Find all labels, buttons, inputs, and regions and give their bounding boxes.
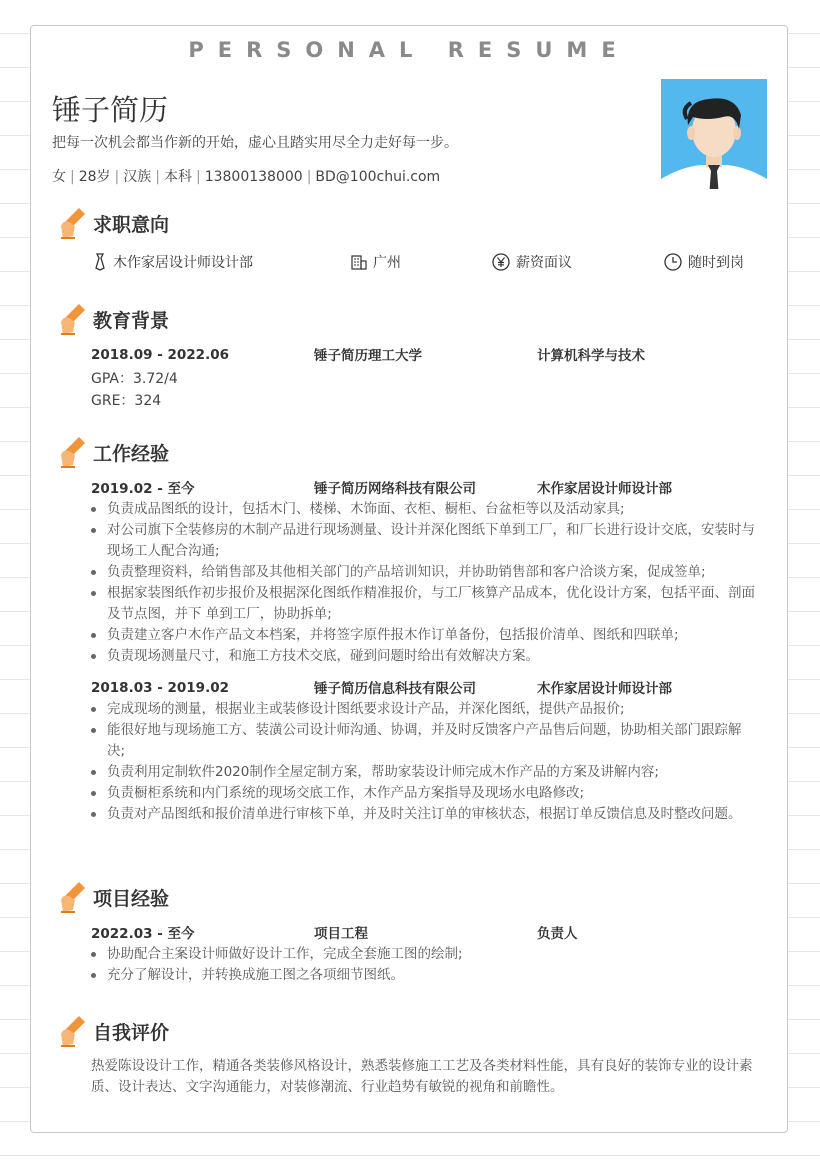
motto: 把每一次机会都当作新的开始，虚心且踏实用尽全力走好每一步。 — [52, 135, 458, 151]
project-role: 负责人 — [537, 926, 578, 942]
list-item: 负责现场测量尺寸，和施工方技术交底，碰到问题时给出有效解决方案。 — [87, 646, 757, 667]
job-1-role: 木作家居设计师设计部 — [537, 481, 672, 497]
job-2-period: 2018.03 - 2019.02 — [91, 680, 229, 696]
work-title: 工作经验 — [93, 443, 170, 465]
list-item: 协助配合主案设计师做好设计工作，完成全套施工图的绘制; — [87, 944, 757, 965]
list-item: 负责橱柜系统和内门系统的现场交底工作，木作产品方案指导及现场水电路修改; — [87, 783, 757, 804]
job-1-period: 2019.02 - 至今 — [91, 481, 195, 497]
project-section — [59, 880, 759, 986]
intent-position — [93, 252, 253, 272]
info-email: BD@100chui.com — [315, 169, 441, 185]
list-item: 负责对产品图纸和报价清单进行审核下单，并及时关注订单的审核状态，根据订单反馈信息及时整改问题。 — [87, 804, 757, 825]
intent-city-label: 广州 — [373, 255, 401, 271]
project-header — [91, 922, 759, 942]
list-item: 完成现场的测量，根据业主或装修设计图纸要求设计产品，并深化图纸，提供产品报价; — [87, 699, 757, 720]
intent-salary — [492, 252, 572, 272]
project-name: 项目工程 — [314, 926, 368, 942]
job-1-company: 锤子简历网络科技有限公司 — [314, 481, 476, 497]
info-gender: 女 — [52, 169, 66, 185]
page-title: PERSONAL RESUME — [188, 38, 630, 62]
job-1-bullets — [87, 499, 757, 667]
info-degree: 本科 — [163, 169, 192, 185]
pen-hand-icon — [59, 880, 87, 914]
list-item: 根据家装图纸作初步报价及根据深化图纸作精准报价，与工厂核算产品成本，优化设计方案，包括平面、剖面及节点图，并下 单到工厂，协助拆单; — [87, 583, 757, 625]
info-age: 28岁 — [78, 169, 111, 185]
intent-city — [351, 252, 401, 272]
yen-icon — [492, 253, 510, 271]
education-major: 计算机科学与技术 — [537, 348, 645, 364]
project-period: 2022.03 - 至今 — [91, 926, 195, 942]
job-2-company: 锤子简历信息科技有限公司 — [314, 681, 476, 697]
intent-salary-label: 薪资面议 — [516, 255, 572, 271]
self-section — [59, 1014, 759, 1098]
education-school: 锤子简历理工大学 — [314, 348, 422, 364]
pen-hand-icon — [59, 302, 87, 336]
self-title: 自我评价 — [93, 1022, 170, 1044]
intent-availability — [664, 252, 744, 272]
job-2-bullets — [87, 699, 757, 825]
education-title: 教育背景 — [93, 310, 170, 332]
work-section — [59, 435, 759, 825]
education-gre: GRE：324 — [91, 393, 162, 409]
job-2-role: 木作家居设计师设计部 — [537, 681, 672, 697]
intent-availability-label: 随时到岗 — [688, 255, 744, 271]
candidate-name: 锤子简历 — [52, 93, 169, 127]
avatar — [661, 79, 767, 189]
self-text: 热爱陈设设计工作，精通各类装修风格设计，熟悉装修施工工艺及各类材料性能，具有良好的装饰专业的设计素质、设计表达、文字沟通能力，对装修潮流、行业趋势有敏锐的视角和前瞻性。 — [91, 1058, 753, 1095]
pen-hand-icon — [59, 435, 87, 469]
pen-hand-icon — [59, 1014, 87, 1048]
info-ethnicity: 汉族 — [123, 169, 152, 185]
list-item: 负责建立客户木作产品文本档案，并将签字原件报木作订单备份，包括报价清单、图纸和四联单; — [87, 625, 757, 646]
list-item: 负责利用定制软件2020制作全屋定制方案，帮助家装设计师完成木作产品的方案及讲解内容; — [87, 762, 757, 783]
job-1-header — [91, 477, 759, 497]
list-item: 充分了解设计，并转换成施工图之各项细节图纸。 — [87, 965, 757, 986]
project-bullets — [87, 944, 757, 986]
tie-icon — [93, 253, 107, 271]
project-title: 项目经验 — [93, 888, 170, 910]
job-2-header — [91, 677, 759, 697]
intent-section — [59, 206, 759, 276]
list-item: 负责整理资料，给销售部及其他相关部门的产品培训知识，并协助销售部和客户洽谈方案，促成签单; — [87, 562, 757, 583]
intent-title: 求职意向 — [93, 214, 170, 236]
education-section — [59, 302, 759, 412]
list-item: 能很好地与现场施工方、装潢公司设计师沟通、协调，并及时反馈客户产品售后问题，协助相关部门跟踪解决; — [87, 720, 757, 762]
intent-position-label: 木作家居设计师设计部 — [113, 255, 253, 271]
building-icon — [351, 254, 367, 270]
education-period: 2018.09 - 2022.06 — [91, 347, 229, 363]
list-item: 负责成品图纸的设计，包括木门、楼梯、木饰面、衣柜、橱柜、台盆柜等以及活动家具; — [87, 499, 757, 520]
pen-hand-icon — [59, 206, 87, 240]
personal-info: 女 | 28岁 | 汉族 | 本科 | 13800138000 | BD@100chui.com — [52, 169, 441, 185]
education-gpa: GPA：3.72/4 — [91, 371, 178, 387]
list-item: 对公司旗下全装修房的木制产品进行现场测量、设计并深化图纸下单到工厂，和厂长进行设计交底，安装时与现场工人配合沟通; — [87, 520, 757, 562]
info-phone: 13800138000 — [204, 169, 303, 185]
resume-card — [30, 25, 788, 1133]
clock-icon — [664, 253, 682, 271]
